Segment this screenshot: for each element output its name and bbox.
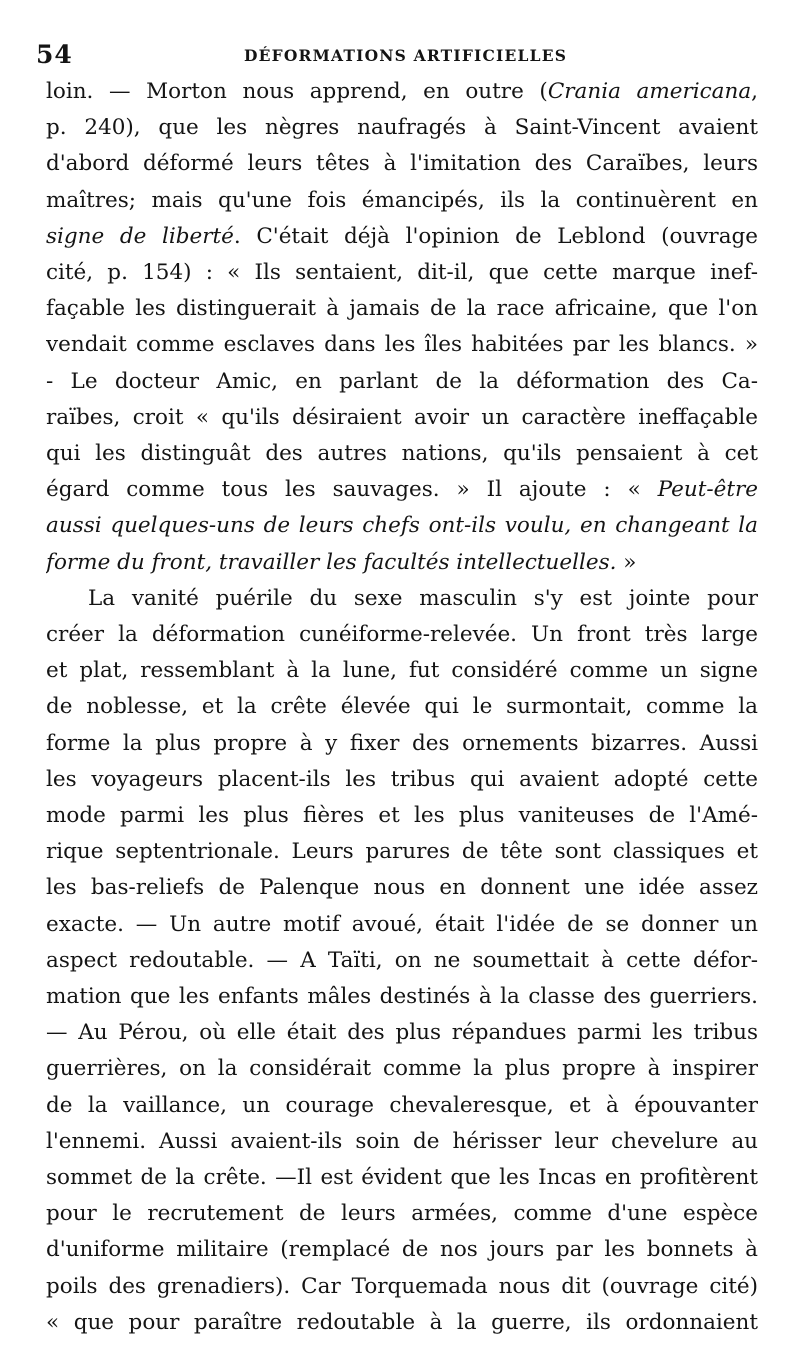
text-line (46, 1196, 758, 1232)
text-segment: égard comme tous les sauvages. » Il ajoute : « (46, 477, 658, 503)
text-segment: - Le docteur Amic, en parlant de la déformation des Ca- (46, 368, 758, 394)
text-line (46, 1269, 758, 1305)
text-segment: créer la déformation cunéiforme-relevée. Un front très large (46, 622, 758, 647)
text-segment: « que pour paraître redoutable à la guerre, ils ordonnaient (46, 1309, 758, 1335)
text-segment: loin. — Morton nous apprend, en outre ( (46, 79, 548, 104)
text-line (46, 472, 758, 508)
text-segment: exacte. — Un autre motif avoué, était l'idée de se donner un (46, 911, 758, 937)
text-segment: . C'était déjà l'opinion de Leblond (ouvrage (233, 223, 758, 249)
text-segment: de la vaillance, un courage chevaleresque, et à épouvanter (46, 1092, 758, 1118)
page-header (36, 40, 766, 74)
text-segment: d'uniforme militaire (remplacé de nos jours par les bonnets à (46, 1237, 758, 1263)
italic-text: Crania americana (547, 79, 752, 104)
text-line (46, 1051, 758, 1087)
text-line (46, 1088, 758, 1124)
text-segment: mation que les enfants mâles destinés à la classe des guerriers. (46, 984, 758, 1009)
text-line (46, 291, 758, 327)
text-line (46, 219, 758, 255)
text-line (46, 364, 758, 400)
text-line (46, 146, 758, 182)
text-segment: les voyageurs placent-ils les tribus qui avaient adopté cette (46, 766, 758, 792)
text-segment: pour le recrutement de leurs armées, comme d'une espèce (46, 1201, 758, 1227)
text-line (46, 870, 758, 906)
text-line (46, 834, 758, 870)
italic-text: Peut-être (657, 477, 758, 503)
text-line (46, 436, 758, 472)
text-line (46, 907, 758, 943)
text-segment: aspect redoutable. — A Taïti, on ne soumettait à cette défor- (46, 947, 758, 973)
text-line (46, 1015, 758, 1051)
text-line (46, 327, 758, 363)
text-line (46, 689, 758, 725)
text-line (46, 762, 758, 798)
text-segment: p. 240), que les nègres naufragés à Saint-Vincent avaient (46, 115, 758, 141)
text-segment: rique septentrionale. Leurs parures de tête sont classiques et (46, 839, 758, 865)
page-number: 54 (36, 40, 73, 69)
text-segment: — Au Pérou, où elle était des plus répandues parmi les tribus (46, 1020, 758, 1046)
text-line (46, 1160, 758, 1196)
text-line (46, 1124, 758, 1160)
text-line (46, 798, 758, 834)
text-line (46, 508, 758, 544)
text-line (46, 74, 758, 110)
text-line (46, 617, 758, 653)
text-line (46, 110, 758, 146)
italic-text: aussi quelques-uns de leurs chefs ont-ils voulu, en changeant la (46, 513, 758, 539)
text-line (46, 1305, 758, 1341)
text-segment: cité, p. 154) : « Ils sentaient, dit-il, que cette marque inef- (46, 260, 758, 285)
text-segment: raïbes, croit « qu'ils désiraient avoir un caractère ineffaçable (46, 404, 758, 430)
text-segment: guerrières, on la considérait comme la plus propre à inspirer (46, 1056, 758, 1082)
text-segment: maîtres; mais qu'une fois émancipés, ils la continuèrent en (46, 187, 758, 213)
italic-text: signe de liberté (46, 223, 234, 249)
text-segment: sommet de la crête. —Il est évident que les Incas en profitèrent (46, 1165, 758, 1190)
text-segment: d'abord déformé leurs têtes à l'imitation des Caraïbes, leurs (46, 151, 758, 177)
text-line (46, 255, 758, 291)
text-line (46, 943, 758, 979)
text-segment: forme la plus propre à y fixer des ornements bizarres. Aussi (46, 730, 758, 756)
text-segment: l'ennemi. Aussi avaient-ils soin de hérisser leur chevelure au (46, 1128, 758, 1154)
text-segment: les bas-reliefs de Palenque nous en donnent une idée assez (46, 875, 758, 901)
italic-text: forme du front, travailler les facultés intellectuelles. (46, 549, 617, 575)
text-segment: poils des grenadiers). Car Torquemada nous dit (ouvrage cité) (46, 1273, 758, 1299)
text-line (46, 545, 758, 581)
text-line (46, 979, 758, 1015)
text-segment: , (751, 79, 758, 104)
text-line (46, 726, 758, 762)
text-segment: façable les distinguerait à jamais de la race africaine, que l'on (46, 296, 758, 322)
running-title: DÉFORMATIONS ARTIFICIELLES (244, 46, 568, 65)
text-segment: qui les distinguât des autres nations, qu'ils pensaient à cet (46, 441, 758, 466)
text-segment: et plat, ressemblant à la lune, fut considéré comme un signe (46, 658, 758, 684)
text-segment: de noblesse, et la crête élevée qui le surmontait, comme la (46, 694, 758, 720)
text-line (46, 1232, 758, 1268)
text-line (46, 183, 758, 219)
text-line (46, 581, 758, 617)
text-line (46, 400, 758, 436)
text-segment: La vanité puérile du sexe masculin s'y est jointe pour (88, 585, 758, 611)
text-segment: vendait comme esclaves dans les îles habitées par les blancs. » (46, 332, 758, 358)
text-line (46, 653, 758, 689)
text-segment: » (616, 549, 637, 575)
text-segment: mode parmi les plus fières et les plus vaniteuses de l'Amé- (46, 803, 758, 828)
